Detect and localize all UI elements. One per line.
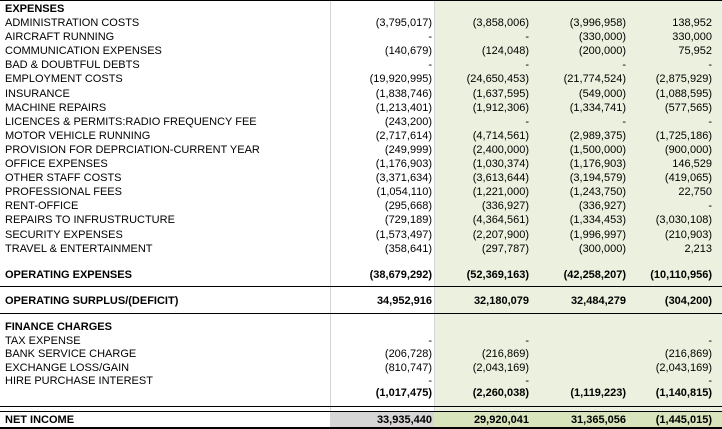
value-col-4: (210,903) bbox=[664, 228, 712, 241]
value-col-3: (3,194,579) bbox=[569, 172, 626, 185]
value-col-3: (300,000) bbox=[578, 242, 626, 255]
value-col-1: - bbox=[428, 31, 432, 44]
row-label: OPERATING EXPENSES bbox=[5, 269, 132, 281]
value-col-1: (1,213,401) bbox=[375, 101, 432, 114]
value-col-4: (3,030,108) bbox=[655, 214, 712, 227]
value-col-2: (124,048) bbox=[481, 45, 529, 58]
table-row bbox=[0, 58, 722, 72]
operating-surplus-border bbox=[0, 313, 722, 314]
value-col-1: 34,952,916 bbox=[376, 295, 432, 307]
value-col-3: 32,484,279 bbox=[570, 295, 626, 307]
value-col-4: (304,200) bbox=[664, 295, 712, 307]
table-row bbox=[0, 44, 722, 58]
row-label: MACHINE REPAIRS bbox=[5, 101, 107, 114]
row-label: INSURANCE bbox=[5, 87, 70, 100]
value-col-1: - bbox=[428, 374, 432, 387]
value-col-2: (52,369,163) bbox=[466, 269, 529, 281]
value-col-3: (200,000) bbox=[578, 45, 626, 58]
value-col-4: (2,875,929) bbox=[655, 73, 712, 86]
row-label: REPAIRS TO INFRUSTRUCTURE bbox=[5, 214, 175, 227]
value-col-1: (358,641) bbox=[384, 242, 432, 255]
row-label: EMPLOYMENT COSTS bbox=[5, 73, 123, 86]
table-row bbox=[0, 101, 722, 115]
value-col-2: (2,043,169) bbox=[472, 361, 529, 374]
value-col-2: - bbox=[525, 115, 529, 128]
value-col-2: 29,920,041 bbox=[473, 414, 529, 426]
value-col-3: (1,334,741) bbox=[569, 101, 626, 114]
value-col-3: (1,243,750) bbox=[569, 186, 626, 199]
table-row bbox=[0, 143, 722, 157]
value-col-4: 146,529 bbox=[672, 158, 712, 170]
value-col-3: (330,000) bbox=[578, 31, 626, 44]
row-label: LICENCES & PERMITS:RADIO FREQUENCY FEE bbox=[5, 115, 257, 128]
value-col-4: - bbox=[708, 59, 712, 72]
value-col-2: (1,912,306) bbox=[472, 101, 529, 114]
table-row bbox=[0, 242, 722, 256]
value-col-4: - bbox=[708, 335, 712, 347]
row-label: TRAVEL & ENTERTAINMENT bbox=[5, 242, 153, 255]
value-col-4: (2,043,169) bbox=[655, 361, 712, 374]
top-border bbox=[0, 0, 722, 1]
value-col-1: (3,795,017) bbox=[375, 17, 432, 29]
value-col-1: (295,668) bbox=[384, 200, 432, 213]
row-label: TAX EXPENSE bbox=[5, 335, 81, 347]
value-col-3: (42,258,207) bbox=[563, 269, 626, 281]
value-col-3: (2,989,375) bbox=[569, 129, 626, 142]
value-col-4: (1,140,815) bbox=[655, 387, 712, 399]
finance-total-row bbox=[0, 386, 722, 400]
row-label: BAD & DOUBTFUL DEBTS bbox=[5, 59, 140, 72]
value-col-2: 32,180,079 bbox=[473, 295, 529, 307]
value-col-2: (3,613,644) bbox=[472, 172, 529, 185]
table-row bbox=[0, 171, 722, 185]
value-col-4: (216,869) bbox=[664, 348, 712, 361]
value-col-3: - bbox=[622, 59, 626, 72]
finance-total-border bbox=[0, 406, 722, 407]
value-col-2: (2,207,900) bbox=[472, 228, 529, 241]
table-row bbox=[0, 16, 722, 30]
value-col-4: - bbox=[708, 200, 712, 213]
value-col-4: (1,445,015) bbox=[655, 414, 712, 426]
value-col-1: (38,679,292) bbox=[369, 269, 432, 281]
value-col-2: (1,221,000) bbox=[472, 186, 529, 199]
value-col-2: - bbox=[525, 59, 529, 72]
value-col-3: (336,927) bbox=[578, 200, 626, 213]
value-col-1: 33,935,440 bbox=[376, 414, 432, 426]
value-col-1: (19,920,995) bbox=[369, 73, 432, 86]
value-col-3: (1,996,997) bbox=[569, 228, 626, 241]
value-col-1: (729,189) bbox=[384, 214, 432, 227]
value-col-3: (3,996,958) bbox=[569, 17, 626, 29]
value-col-4: (10,110,956) bbox=[650, 269, 712, 281]
value-col-3: (1,176,903) bbox=[569, 158, 626, 170]
value-col-1: - bbox=[428, 335, 432, 347]
value-col-1: (3,371,634) bbox=[375, 172, 432, 185]
table-row bbox=[0, 87, 722, 101]
table-row bbox=[0, 347, 722, 361]
value-col-4: 330,000 bbox=[672, 31, 712, 44]
value-col-4: - bbox=[708, 115, 712, 128]
table-row bbox=[0, 115, 722, 129]
value-col-2: (2,400,000) bbox=[472, 143, 529, 156]
section-title: FINANCE CHARGES bbox=[5, 321, 112, 333]
table-row bbox=[0, 129, 722, 143]
operating-expenses-row bbox=[0, 268, 722, 282]
value-col-2: - bbox=[525, 31, 529, 44]
row-label: BANK SERVICE CHARGE bbox=[5, 348, 137, 361]
table-row bbox=[0, 72, 722, 86]
value-col-3: 31,365,056 bbox=[570, 414, 626, 426]
value-col-1: (1,017,475) bbox=[375, 387, 432, 399]
value-col-3: (1,119,223) bbox=[570, 387, 626, 399]
expenses-section-header bbox=[0, 2, 722, 16]
row-label: PROFESSIONAL FEES bbox=[5, 186, 122, 199]
value-col-4: 2,213 bbox=[684, 242, 712, 255]
value-col-3: (549,000) bbox=[578, 87, 626, 100]
value-col-1: (206,728) bbox=[384, 348, 432, 361]
net-income-row bbox=[0, 413, 722, 427]
table-row bbox=[0, 213, 722, 227]
row-label: NET INCOME bbox=[5, 414, 75, 426]
value-col-3: (21,774,524) bbox=[563, 73, 626, 86]
row-label: COMMUNICATION EXPENSES bbox=[5, 45, 162, 58]
finance-section-header bbox=[0, 320, 722, 334]
value-col-4: (900,000) bbox=[664, 143, 712, 156]
value-col-2: (297,787) bbox=[481, 242, 529, 255]
value-col-1: - bbox=[428, 59, 432, 72]
value-col-3: (1,500,000) bbox=[569, 143, 626, 156]
value-col-4: (577,565) bbox=[664, 101, 712, 114]
row-label: ADMINISTRATION COSTS bbox=[5, 17, 140, 29]
section-title: EXPENSES bbox=[5, 3, 65, 15]
value-col-1: (1,838,746) bbox=[375, 87, 432, 100]
value-col-3: (1,334,453) bbox=[569, 214, 626, 227]
value-col-1: (810,747) bbox=[384, 361, 432, 374]
row-label: MOTOR VEHICLE RUNNING bbox=[5, 129, 151, 142]
value-col-1: (140,679) bbox=[384, 45, 432, 58]
row-label: OPERATING SURPLUS/(DEFICIT) bbox=[5, 295, 179, 307]
operating-surplus-row bbox=[0, 294, 722, 308]
net-income-top-border bbox=[0, 411, 722, 412]
value-col-1: (1,573,497) bbox=[375, 228, 432, 241]
value-col-2: (4,364,561) bbox=[472, 214, 529, 227]
value-col-1: (249,999) bbox=[384, 143, 432, 156]
value-col-1: (243,200) bbox=[384, 115, 432, 128]
table-row bbox=[0, 199, 722, 213]
table-row bbox=[0, 228, 722, 242]
table-row bbox=[0, 30, 722, 44]
value-col-4: 138,952 bbox=[672, 17, 712, 29]
table-row bbox=[0, 334, 722, 348]
value-col-1: (1,176,903) bbox=[375, 158, 432, 170]
value-col-2: (336,927) bbox=[481, 200, 529, 213]
row-label: OFFICE EXPENSES bbox=[5, 158, 108, 170]
value-col-2: (2,260,038) bbox=[472, 387, 529, 399]
value-col-1: (1,054,110) bbox=[376, 186, 432, 199]
value-col-2: (1,637,595) bbox=[472, 87, 529, 100]
value-col-4: (1,088,595) bbox=[655, 87, 712, 100]
table-row bbox=[0, 361, 722, 375]
value-col-4: (419,065) bbox=[664, 172, 712, 185]
operating-expenses-border bbox=[0, 286, 722, 287]
value-col-2: - bbox=[525, 374, 529, 387]
row-label: AIRCRAFT RUNNING bbox=[5, 31, 115, 44]
row-label: HIRE PURCHASE INTEREST bbox=[5, 374, 153, 387]
row-label: EXCHANGE LOSS/GAIN bbox=[5, 361, 130, 374]
value-col-2: (4,714,561) bbox=[472, 129, 529, 142]
value-col-2: (1,030,374) bbox=[472, 158, 529, 170]
value-col-3: - bbox=[622, 115, 626, 128]
value-col-2: (24,650,453) bbox=[466, 73, 529, 86]
value-col-4: - bbox=[708, 374, 712, 387]
row-label: OTHER STAFF COSTS bbox=[5, 172, 122, 185]
table-row bbox=[0, 185, 722, 199]
row-label: PROVISION FOR DEPRCIATION-CURRENT YEAR bbox=[5, 143, 260, 156]
value-col-4: 22,750 bbox=[678, 186, 712, 199]
value-col-2: - bbox=[525, 335, 529, 347]
value-col-2: (216,869) bbox=[481, 348, 529, 361]
row-label: SECURITY EXPENSES bbox=[5, 228, 123, 241]
value-col-4: (1,725,186) bbox=[655, 129, 712, 142]
row-label: RENT-OFFICE bbox=[5, 200, 79, 213]
value-col-4: 75,952 bbox=[678, 45, 712, 58]
table-row bbox=[0, 157, 722, 171]
value-col-2: (3,858,006) bbox=[472, 17, 529, 29]
value-col-1: (2,717,614) bbox=[375, 129, 432, 142]
